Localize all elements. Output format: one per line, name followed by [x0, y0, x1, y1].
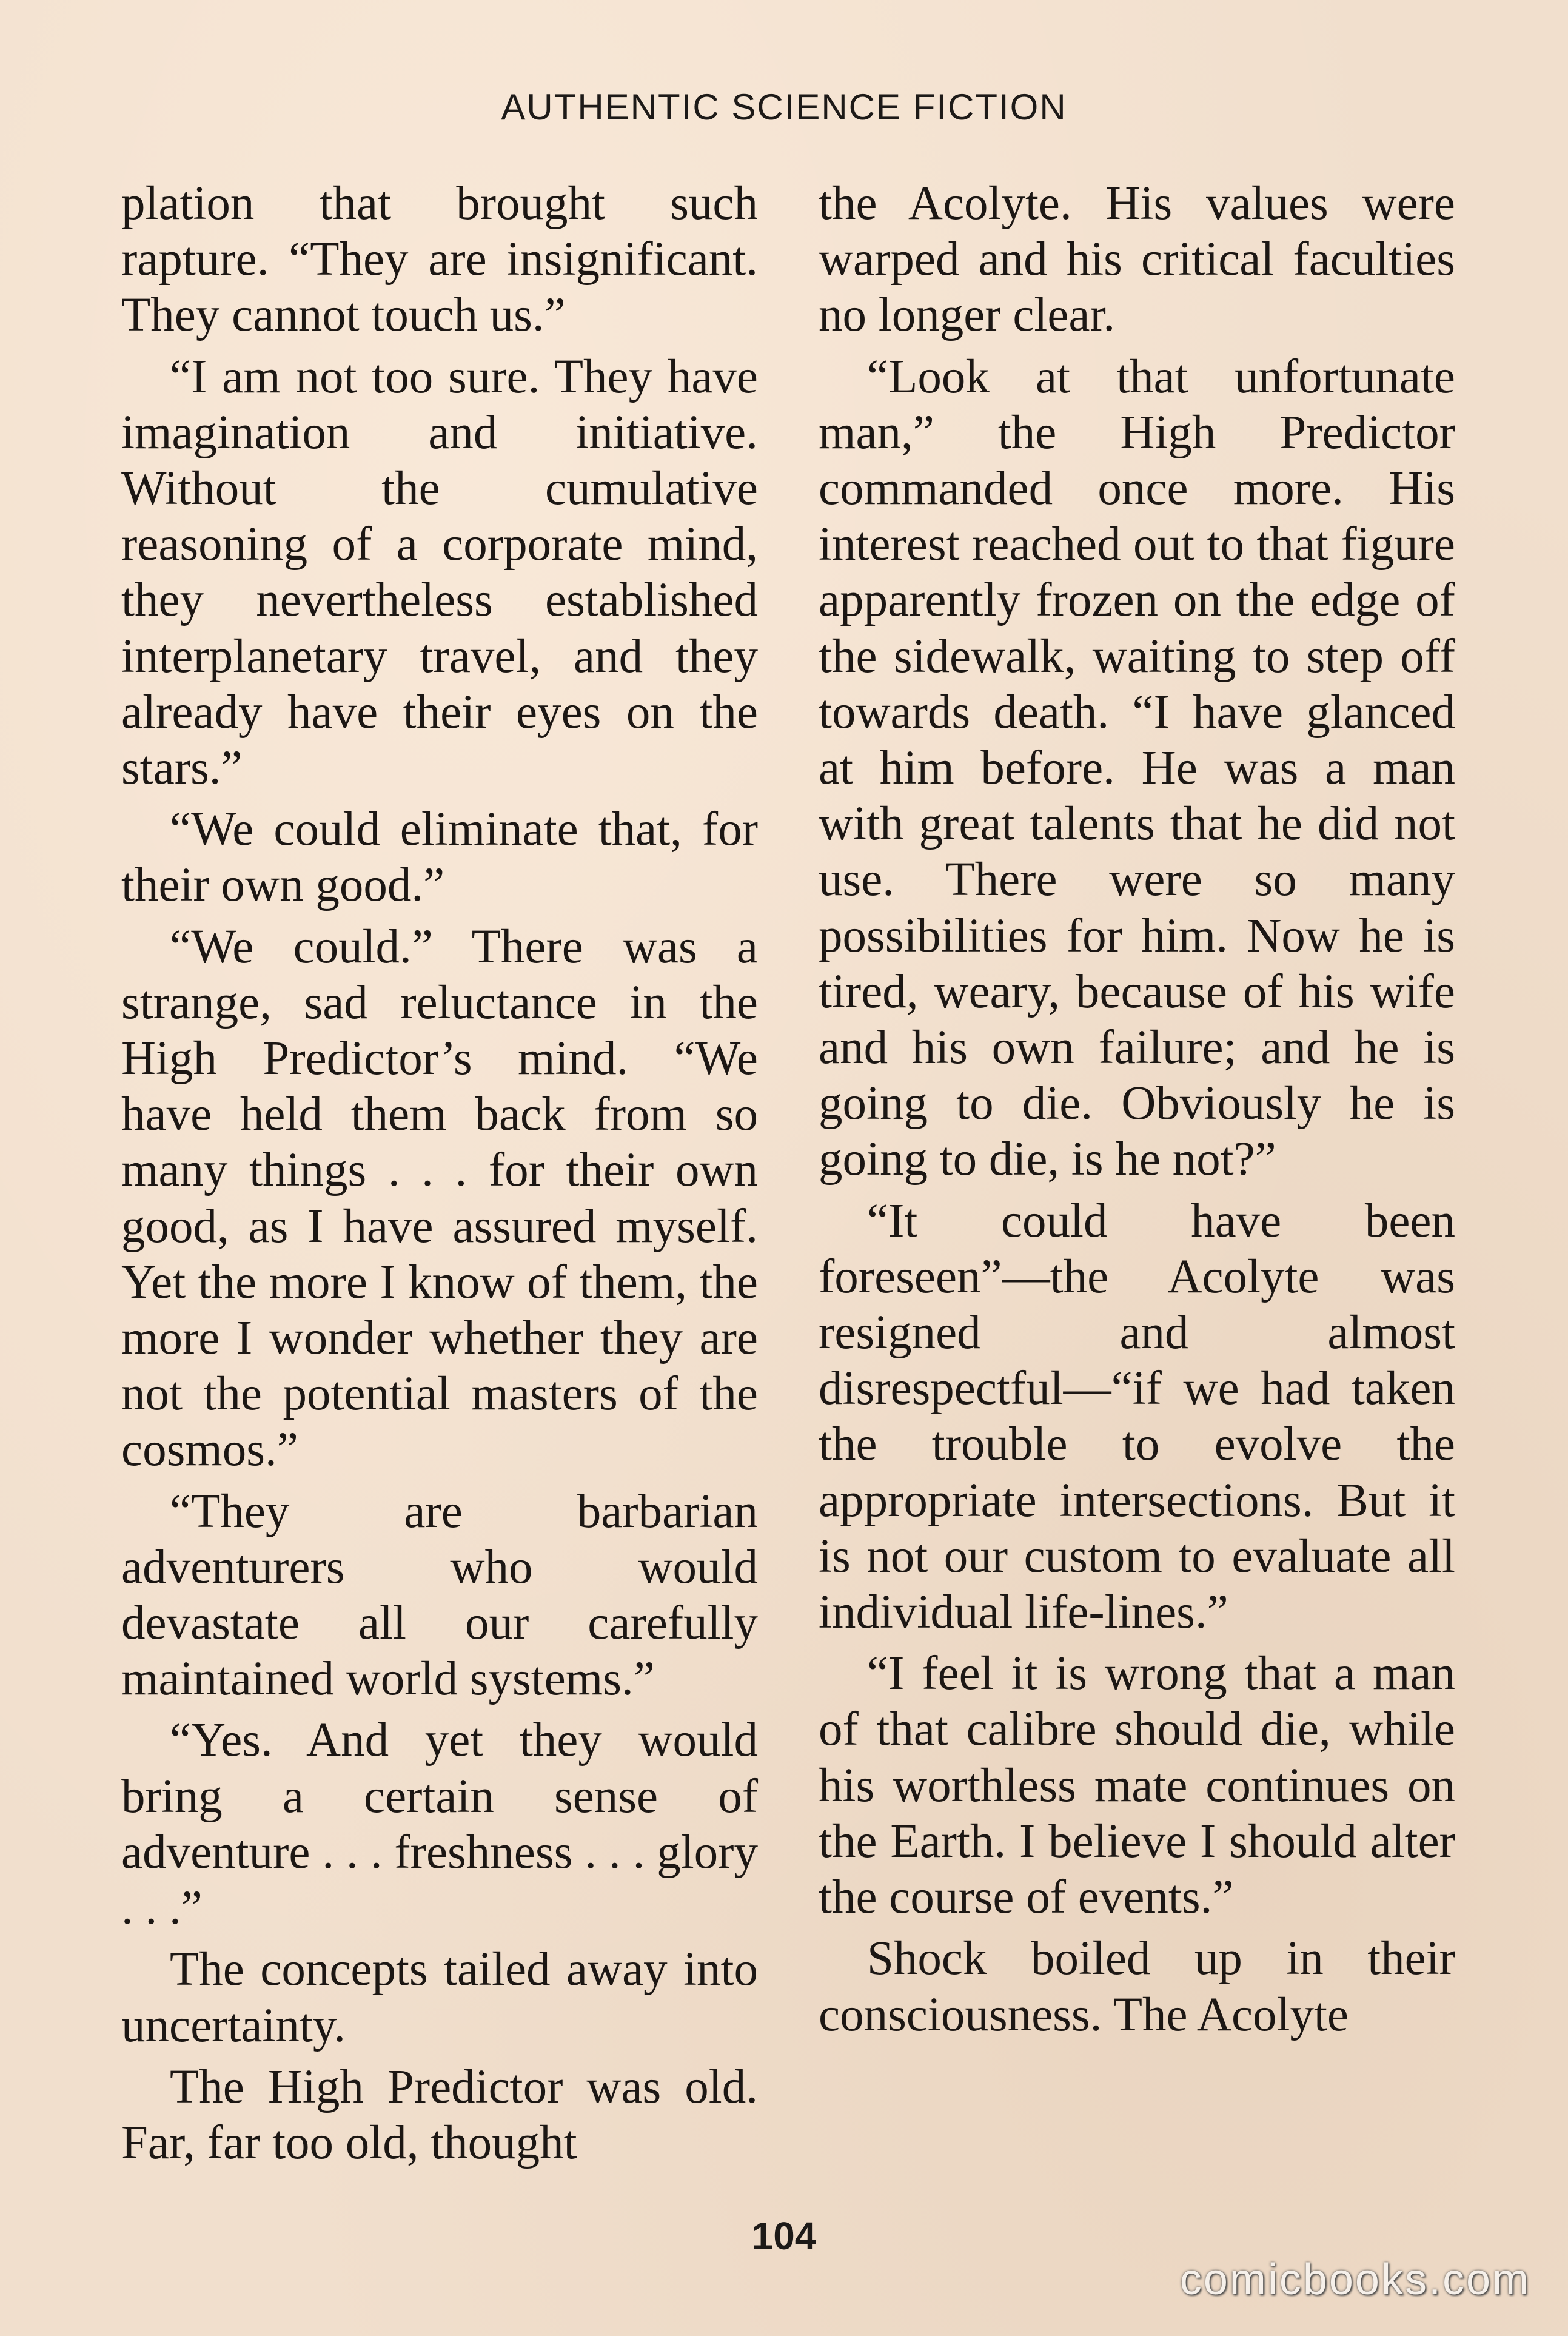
paragraph: “I feel it is wrong that a man of that calibre should die, while his worthless mate continues on the Earth. I believe I should alter the course of events.”: [819, 1647, 1455, 1924]
paragraph: the Acolyte. His values were warped and his critical faculties no longer clear.: [819, 177, 1455, 342]
paragraph: “It could have been foreseen”—the Acolyte was resigned and almost disrespectful—“if we had taken the trouble to evolve the appropriate intersections. But it is not our custom to evaluate all individual life-lines.”: [819, 1194, 1455, 1639]
paragraph: The concepts tailed away into uncertainty.: [121, 1943, 758, 2052]
paragraph: “We could eliminate that, for their own good.”: [121, 803, 758, 912]
paragraph: plation that brought such rapture. “They are insignificant. They cannot touch us.”: [121, 177, 758, 342]
page-number: 104: [751, 2214, 817, 2258]
right-column: [819, 176, 1455, 2189]
running-head: AUTHENTIC SCIENCE FICTION: [501, 87, 1067, 127]
paragraph: “Look at that unfortunate man,” the High Predictor commanded once more. His interest reached out to that figure apparently frozen on the edge of the sidewalk, waiting to step off towards death. “I have glanced at him before. He was a man with great talents that he did not use. There were so many possibilities for him. Now he is tired, weary, because of his wife and his own failure; and he is going to die. Obviously he is going to die, is he not?”: [819, 350, 1455, 1186]
watermark: comicbooks.com: [1179, 2255, 1530, 2304]
paragraph: “They are barbarian adventurers who would devastate all our carefully maintained world systems.”: [121, 1485, 758, 1706]
paragraph: “We could.” There was a strange, sad reluctance in the High Predictor’s mind. “We have held them back from so many things . . . for their own good, as I have assured myself. Yet the more I know of them, the more I wonder whether they are not the potential masters of the cosmos.”: [121, 920, 758, 1477]
paragraph: The High Predictor was old. Far, far too old, thought: [121, 2060, 758, 2169]
left-column: [121, 176, 758, 2189]
paragraph: “Yes. And yet they would bring a certain sense of adventure . . . freshness . . . glory . . .”: [121, 1714, 758, 1935]
paragraph: “I am not too sure. They have imagination and initiative. Without the cumulative reasoning of a corporate mind, they nevertheless established interplanetary travel, and they already have their eyes on the stars.”: [121, 350, 758, 795]
paragraph: Shock boiled up in their consciousness. The Acolyte: [819, 1932, 1455, 2041]
